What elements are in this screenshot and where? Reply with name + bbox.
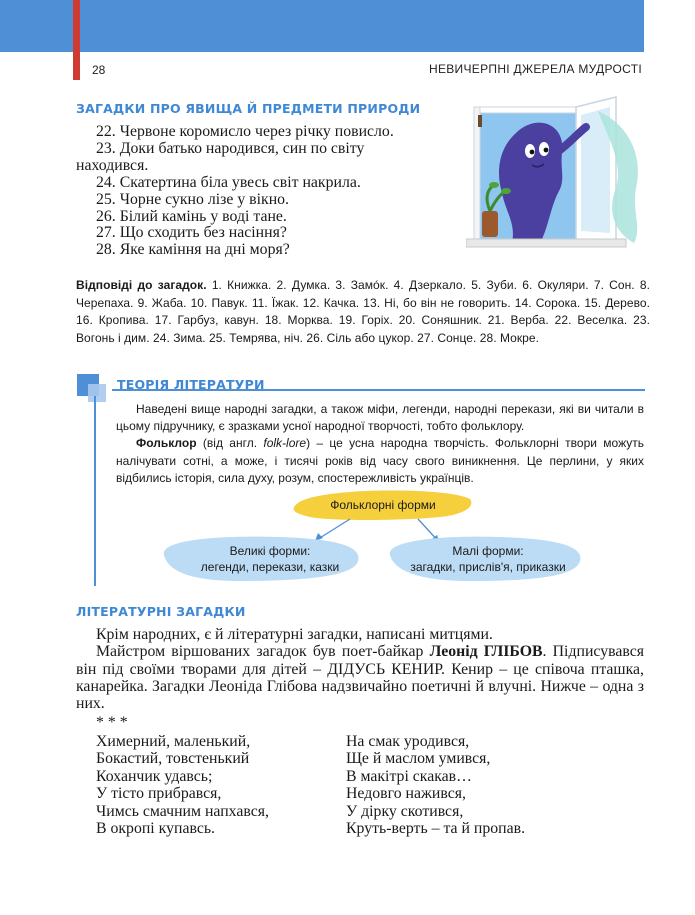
answers-label: Відповіді до загадок. [76, 278, 207, 292]
header-red-strip [73, 0, 80, 80]
riddle-item: находився. [76, 156, 149, 174]
literary-paragraph-2 [76, 643, 644, 712]
riddle-item: 27. Що сходить без насіння? [96, 224, 287, 242]
theory-vertical-rule [94, 396, 96, 586]
section-title-literary: ЛІТЕРАТУРНІ ЗАГАДКИ [76, 604, 246, 619]
literary-paragraph-1: Крім народних, є й літературні загадки, написані митцями. [96, 626, 493, 643]
window-illustration [466, 93, 648, 253]
theory-text-span: ) – це усна народна творчість. Фольклорні твори можуть налічувати сотні, а може, і тисячі років від часу свого виникнення. Це перлини, у яких відбились історія, сила духу, розум, спостережливість українців. [116, 436, 644, 485]
poem-line: У дірку скотився, [346, 802, 464, 820]
poem-line: Чимсь смачним напхався, [96, 802, 269, 820]
running-title: НЕВИЧЕРПНІ ДЖЕРЕЛА МУДРОСТІ [428, 62, 642, 76]
literary-body [76, 626, 644, 712]
theory-paragraph-2 [116, 435, 644, 487]
folk-lore-term: folk-lore [263, 436, 307, 451]
literary-text-span: . Підписувався він під своїми творами для дітей – ДІДУСЬ КЕНИР. Кенир – це співоча пташка, канарейка. Загадки Леоніда Глібова надзвичайно поетичні й влучні. Нижче – одна з них. [76, 643, 644, 713]
right-node-line2: загадки, прислів'я, приказки [410, 560, 566, 574]
riddle-item: 26. Білий камінь у воді тане. [96, 207, 287, 225]
left-node-line1: Великі форми: [229, 544, 311, 558]
theory-title: ТЕОРІЯ ЛІТЕРАТУРИ [117, 377, 265, 392]
poem-line: Ще й маслом умився, [346, 750, 491, 768]
right-node-line1: Малі форми: [452, 544, 524, 558]
poem-line: В макітрі скакав… [346, 767, 472, 785]
answers-paragraph [76, 277, 650, 347]
header-blue-band [0, 0, 644, 52]
riddle-item: 22. Червоне коромисло через річку повисло. [96, 123, 394, 140]
theory-text-span: (від англ. [196, 436, 264, 451]
riddle-item: 24. Скатертина біла увесь світ накрила. [96, 173, 361, 191]
poem-line: Круть-верть – та й пропав. [346, 820, 526, 838]
left-node-line2: легенди, перекази, казки [200, 560, 340, 574]
poem-line: Коханчик удавсь; [96, 767, 213, 785]
poem-stars: * * * [96, 714, 128, 731]
riddle-item: 28. Яке каміння на дні моря? [96, 241, 290, 259]
theory-paragraph-1: Наведені вище народні загадки, а також міфи, легенди, народні перекази, які ви читали в цьому підручнику, є зразками усної народної творчості, тобто фольклору. [116, 402, 644, 434]
root-node-label: Фольклорні форми [330, 498, 436, 512]
literary-text-span: Майстром віршованих загадок був поет-байкар [96, 643, 430, 661]
answers-text: 1. Книжка. 2. Думка. 3. Замóк. 4. Дзеркало. 5. Зуби. 6. Окуляри. 7. Сон. 8. Черепаха. 9. Жаба. 10. Павук. 11. Їжак. 12. Качка. 13. Ні, бо він не говорить. 14. Сорока. 15. Дерево. 16. Кропива. 17. Гарбуз, кавун. 18. Морква. 19. Горіх. 20. Соняшник. 21. Верба. 22. Веселка. 23. Вогонь і дим. 24. Зима. 25. Темрява, ніч. 26. Сіль або цукор. 27. Сонце. 28. Мокре. [76, 278, 650, 345]
riddle-item: 23. Доки батько народився, син по світу [96, 139, 365, 157]
poem-line: Недовго нажився, [346, 785, 466, 803]
author-name: Леонід ГЛІБОВ [429, 643, 543, 661]
poem-line: В окропі купавсь. [96, 820, 215, 838]
poem-line: Бокастий, товстенький [96, 750, 250, 768]
section-title-nature: ЗАГАДКИ ПРО ЯВИЩА Й ПРЕДМЕТИ ПРИРОДИ [76, 101, 421, 116]
folklore-forms-diagram [150, 485, 590, 587]
poem-line: Химерний, маленький, [96, 733, 251, 750]
theory-body [116, 401, 644, 487]
poem-left-column [96, 733, 269, 837]
riddle-item: 25. Чорне сукно лізе у вікно. [96, 190, 289, 208]
folklore-term: Фольклор [136, 436, 197, 451]
poem-line: На смак уродився, [346, 733, 470, 750]
poem-right-column [346, 733, 525, 837]
theory-square-light [88, 384, 106, 402]
riddle-list [76, 123, 456, 259]
poem-line: У тісто прибрався, [96, 785, 222, 803]
page-number: 28 [92, 63, 106, 77]
